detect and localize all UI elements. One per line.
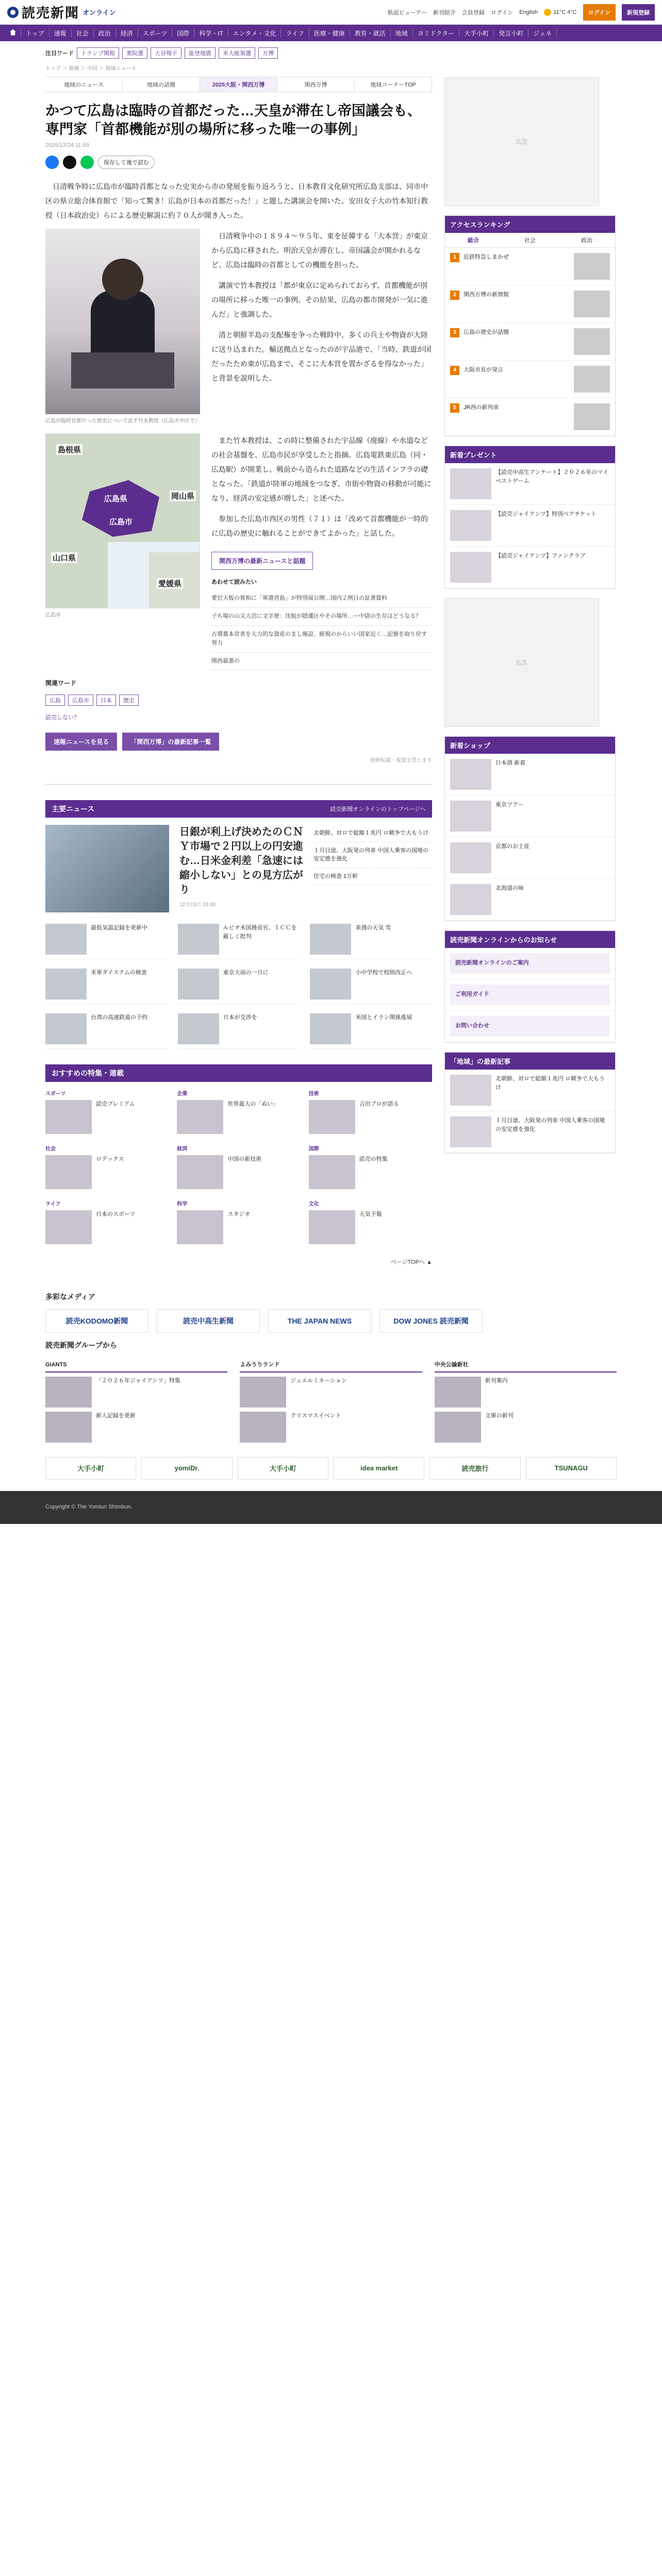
article-tag[interactable]: 歴史 (119, 694, 139, 706)
nav-item[interactable]: 国際 (172, 29, 194, 38)
shop-title: 新着ショップ (445, 737, 615, 754)
mall-logo[interactable]: yomiDr. (141, 1457, 232, 1480)
lead-image (45, 825, 169, 912)
related-item[interactable]: 関西最悪の (211, 653, 432, 671)
nav-item[interactable]: 経済 (116, 29, 138, 38)
promo-item[interactable]: ご利用ガイド (445, 979, 615, 1011)
news-thumb (310, 1013, 351, 1044)
feature-card[interactable]: 科学 スタジオ (177, 1197, 300, 1247)
nav-item[interactable]: 大手小町 (459, 29, 494, 38)
news-item[interactable]: 来週の天気 雪 (310, 920, 432, 959)
map-caption: 広島市 (45, 612, 61, 618)
map-label: 愛媛県 (157, 578, 183, 589)
site-header (0, 0, 662, 25)
shop-item[interactable]: 北海道の味 (445, 879, 615, 921)
sun-icon (544, 9, 551, 16)
footer-bottom (0, 1491, 662, 1524)
ranking-tab[interactable]: 総合 (468, 238, 479, 244)
nav-item[interactable]: ライフ (281, 29, 309, 38)
feature-thumb (45, 1100, 92, 1134)
related-heading: あわせて読みたい (211, 579, 257, 585)
regional-item[interactable]: 北朝鮮、対ロで総額１兆円 ロ戦争で大もうけ (445, 1070, 615, 1111)
weather-widget[interactable] (544, 9, 576, 16)
news-thumb (45, 969, 87, 999)
tags-label: 関連ワード (45, 680, 77, 687)
media-logos (45, 1309, 617, 1333)
news-item[interactable]: 最低気温記録を更新中 (45, 920, 168, 959)
media-logo[interactable]: 読売KODOMO新聞 (45, 1309, 148, 1333)
weather-temp: 11°C 4°C (553, 9, 577, 15)
follow-link[interactable]: 読売しない？ (45, 715, 79, 721)
breaking-news-button[interactable]: 速報ニュースを見る (45, 733, 117, 751)
footer (0, 1292, 662, 1480)
map-label: 広島市 (109, 517, 133, 527)
facebook-icon[interactable] (45, 156, 59, 169)
nav-item[interactable]: 教育・就活 (350, 29, 391, 38)
header-link-english[interactable]: English (519, 9, 538, 15)
mall-logo[interactable]: 読売旅行 (429, 1457, 520, 1480)
article-tags (45, 694, 432, 706)
group-column: GIANTS 「２０２６年ジャイアンツ」特集 新人記録を更新 (45, 1361, 227, 1447)
home-icon (10, 29, 16, 36)
news-thumb (178, 1013, 219, 1044)
news-thumb (178, 924, 219, 955)
news-item[interactable]: 北朝鮮、対ロで総額１兆円 ロ戦争で大もうけ (313, 825, 432, 842)
ranking-item[interactable]: 3 広島の歴史が話題 (445, 323, 615, 361)
register-button[interactable]: 新規登録 (622, 4, 655, 21)
x-icon[interactable] (63, 156, 76, 169)
ranking-tab[interactable]: 政治 (581, 238, 592, 244)
article-title: かつて広島は臨時の首都だった…天皇が滞在し帝国議会も、専門家「首都機能が別の場所に移った唯一の事例」 (45, 103, 421, 138)
related-expo-button[interactable]: 関西万博の最新ニュースと話題 (211, 552, 313, 570)
main-news-more-link[interactable]: 読売新聞オンラインのトップページへ (330, 806, 426, 813)
media-title: 多彩なメディア (45, 1293, 95, 1301)
ranking-item[interactable]: 2 関西万博の新情報 (445, 285, 615, 323)
main-nav (0, 25, 662, 41)
site-logo[interactable] (7, 3, 116, 22)
expo-latest-button[interactable]: 「関西万博」の最新記事一覧 (122, 733, 219, 751)
article-paragraph: また竹本教授は、この時に整備された宇品線（廃線）や水道などの社会基盤を、広島市民が享受したと指摘。広島電鉄東広島（同・広島駅）が開業し、戦前から造られた道路などの生活インフラの礎となった。「鉄道が陸軍の地域をつなぎ、市街や物資の移動が可能になり、経済の安定感が増した」と述べた。 (211, 436, 432, 502)
news-item[interactable]: ルピオ米国務長官、ＩＣＣを厳しく批判 (178, 920, 300, 959)
group-link[interactable]: 新人記録を更新 (45, 1412, 227, 1443)
news-thumb (45, 1013, 87, 1044)
header-link-login[interactable]: ログイン (490, 9, 514, 16)
feature-card[interactable]: 経済 中国の新技術 (177, 1142, 300, 1192)
map-label: 岡山県 (170, 490, 196, 501)
map-label: 島根県 (56, 444, 82, 455)
lead-side-list (313, 825, 432, 912)
article-map[interactable] (45, 433, 200, 608)
share-bar (45, 156, 432, 169)
mall-logo[interactable]: 大手小町 (238, 1457, 328, 1480)
nav-item[interactable]: トップ (21, 29, 49, 38)
ranking-item[interactable]: 1 近鉄特急しまかぜ (445, 248, 615, 285)
gift-title: 新着プレゼント (445, 446, 615, 463)
gift-item[interactable]: 【読売ジャイアンツ】特別ペアチケット (445, 505, 615, 547)
article-body (45, 179, 432, 671)
keyword-tag[interactable]: トランプ関税 (77, 47, 119, 59)
login-button[interactable]: ログイン (583, 4, 616, 21)
feature-header (45, 1064, 432, 1082)
feature-card[interactable]: 企業 世界最大の「ぬい」 (177, 1087, 300, 1137)
header-link-member[interactable]: 会員登録 (461, 9, 485, 16)
keyword-tag[interactable]: 衆院選 (122, 47, 147, 59)
article-buttons (45, 733, 432, 751)
nav-item[interactable]: ヨミドクター (413, 29, 460, 38)
news-item[interactable]: 住宅の検査 1万軒 (313, 868, 432, 886)
main-news-grid (45, 920, 432, 1049)
lead-time: 12月19日 23:40 (179, 902, 216, 908)
ranking-tab[interactable]: 社会 (524, 238, 536, 244)
mall-logos (45, 1457, 617, 1480)
feature-card[interactable]: 技術 吉田プロが語る (309, 1087, 432, 1137)
mall-logo[interactable]: TSUNAGU (526, 1457, 617, 1480)
keyword-tag[interactable]: 万博 (258, 47, 278, 59)
tab-expo[interactable]: 関西万博 (277, 77, 355, 92)
nav-item[interactable]: 科学・IT (194, 29, 228, 38)
shop-item[interactable]: 日本酒 新着 (445, 754, 615, 795)
gift-item[interactable]: 【読売中高生アンケート】２０２６年のマイベストゲーム (445, 463, 615, 505)
article-tag[interactable]: 日本 (96, 694, 116, 706)
nav-item[interactable]: 地域 (391, 29, 413, 38)
keyword-tag[interactable]: 大谷翔平 (151, 47, 181, 59)
nav-item[interactable]: 医療・健康 (309, 29, 350, 38)
news-item[interactable]: 小中学校で校則改正へ (310, 964, 432, 1004)
mall-logo[interactable]: idea market (334, 1457, 424, 1480)
header-link-viewer[interactable]: 紙面ビューアー (387, 9, 427, 16)
map-label: 山口県 (51, 552, 77, 563)
group-column: よみうりランド ジュエルミネーション クリスマスイベント (240, 1361, 422, 1447)
keyword-tag[interactable]: 能登地震 (185, 47, 216, 59)
related-list (211, 578, 432, 671)
keyword-bar (45, 41, 432, 61)
group-link[interactable]: 文庫の新刊 (435, 1412, 617, 1443)
group-link[interactable]: クリスマスイベント (240, 1412, 422, 1443)
gift-item[interactable]: 【読売ジャイアンツ】ファンクラブ (445, 547, 615, 588)
related-item[interactable]: 子ち場の山又大沼に文字使：沈航が隠遽区やその場所…ー中尉の生存はどうなる？ (211, 608, 432, 626)
tab-expo-2025[interactable]: 2025大阪・関西万博 (200, 77, 277, 92)
main-news-header (45, 800, 432, 818)
feature-card[interactable]: 文化 天気予報 (309, 1197, 432, 1247)
section-tabs (45, 77, 432, 92)
photo-caption: 広島が臨時首都だった歴史について話す竹本教授（広島市中区で） (45, 418, 200, 424)
group-link[interactable]: ジュエルミネーション (240, 1377, 422, 1408)
ranking-box (444, 215, 616, 436)
nav-item[interactable]: ジェネ (528, 29, 557, 38)
copyright-note: 無断転載・複製を禁じます (45, 756, 432, 785)
feature-card[interactable]: 国際 読売の特集 (309, 1142, 432, 1192)
nav-item[interactable]: 政治 (94, 29, 116, 38)
news-thumb (178, 969, 219, 999)
ranking-tabs (445, 233, 615, 248)
media-logo[interactable]: 読売中高生新聞 (157, 1309, 260, 1333)
article-paragraph: 日清戦争中の１８９４〜９５年、東を征韓する「大本営」が東京から広島に移された。明治天皇が滞在し、帝国議会が開かれるなど、広島は臨時の首都としての機能を担った。 (211, 231, 428, 269)
feature-card[interactable]: 社会 ロデックス (45, 1142, 169, 1192)
nav-item[interactable]: スポーツ (138, 29, 173, 38)
promo-item[interactable]: 読売新聞オンラインのご案内 (445, 948, 615, 979)
tab-local-topics[interactable]: 地域の話題 (123, 77, 200, 92)
feature-grid (45, 1087, 432, 1247)
media-logo[interactable]: DOW JONES 読売新聞 (379, 1309, 483, 1333)
feature-thumb (45, 1210, 92, 1244)
related-item[interactable]: 愛宕天板の異相に「軍港宮島」が特別展公開…国内２例目の証書資料 (211, 590, 432, 608)
news-item[interactable]: 日本が交渉を (178, 1009, 300, 1049)
ranking-item[interactable]: 4 大阪市長が発言 (445, 361, 615, 398)
article-paragraph: 清と朝鮮半島の支配権を争った戦時中、多くの兵士や物資が大陸に送り込まれた。輸送拠点となったのが宇品港で、「当時、鉄道が国だったため東が広島まで、そこに大本営を置かざるを得なかった」と背景を説明した。 (211, 330, 432, 382)
ranking-item[interactable]: 5 JR西の新列車 (445, 398, 615, 436)
news-item[interactable]: 東京大雨の一日に (178, 964, 300, 1004)
keyword-label: 注目ワード (45, 50, 74, 57)
regional-title: 「地域」の最新記事 (445, 1053, 615, 1070)
feature-thumb (309, 1210, 355, 1244)
shop-box (444, 736, 616, 921)
related-item[interactable]: 古墳墓本営者を大力的な資産のまし施設、統規のからいい国家近く…記憶を取り戻す努力 (211, 626, 432, 653)
article-paragraph: 講演で竹本教授は「都が東京に定められておらず、首都機能が別の場所に移った唯一の事例。その結果、広島の都市開発が一気に進んだ」と強調した。 (211, 281, 428, 318)
news-item[interactable]: 台湾の高速鉄道の予約 (45, 1009, 168, 1049)
nav-item[interactable]: 発言小町 (494, 29, 528, 38)
tab-local-top[interactable]: 地域コーナーTOP (355, 77, 432, 92)
keyword-tag[interactable]: 米大統領選 (219, 47, 255, 59)
regional-box (444, 1052, 616, 1154)
breadcrumb[interactable]: トップ ＞ 地域 ＞ 中国 ＞ 地域ニュース (45, 66, 136, 72)
article-paragraph: 日清戦争時に広島市が臨時首都となった史実から市の発展を振り返ろうと、日本教育文化研究所広島支部は、同市中区の県立総合体育館で「知って驚き！広島が日本の首都だった！」と題した講演会を開いた。安田女子大の竹本知行教授（日本政治史）らによる歴史解説に約７０人が聞き入った。 (45, 182, 428, 219)
line-icon[interactable] (80, 156, 94, 169)
tab-local-news[interactable]: 地域のニュース (45, 77, 123, 92)
nav-item[interactable]: エンタメ・文化 (228, 29, 282, 38)
copyright: Copyright © The Yomiuri Shimbun. (45, 1503, 133, 1510)
lead-title: 日銀が利上げ決めたのＣＮＹ市場で２円以上の円安進む…日米金利差「急速には縮小しない」との見方広がり (179, 826, 303, 896)
article-tag[interactable]: 広島市 (68, 694, 93, 706)
nav-item[interactable]: 速報 (49, 29, 72, 38)
news-thumb (310, 969, 351, 999)
article-paragraph: 参加した広島市西区の男性（７１）は「改めて首都機能が一時的に広島の歴史に触れることができてよかった」と話した。 (211, 514, 428, 537)
page-top-link[interactable]: ページTOPへ ▲ (390, 1259, 432, 1266)
feature-card[interactable]: ライフ 日本のスポーツ (45, 1197, 169, 1247)
shop-item[interactable]: 東京ツアー (445, 795, 615, 837)
promo-item[interactable]: お問い合わせ (445, 1011, 615, 1042)
map-label: 広島県 (104, 494, 128, 503)
feature-thumb (177, 1210, 223, 1244)
logo-text: 読売新聞 (22, 6, 80, 21)
feature-card[interactable]: スポーツ 読売プレミアム (45, 1087, 169, 1137)
ad-slot[interactable]: 広告 (444, 77, 599, 206)
news-item[interactable]: 米軍ダイステムの検査 (45, 964, 168, 1004)
podium (71, 352, 174, 388)
main-news-title: 主要ニュース (52, 805, 95, 814)
header-link-books[interactable]: 新刊紹介 (433, 9, 456, 16)
feature-thumb (45, 1155, 92, 1189)
feature-title: おすすめの特集・連載 (52, 1069, 124, 1078)
promo-box (444, 930, 616, 1043)
article-photo[interactable] (45, 229, 200, 414)
media-logo[interactable]: THE JAPAN NEWS (268, 1309, 371, 1333)
nav-home[interactable] (5, 29, 21, 37)
article-tag[interactable]: 広島 (45, 694, 65, 706)
promo-title: 読売新聞オンラインからのお知らせ (445, 931, 615, 948)
news-thumb (45, 924, 87, 955)
main-news-lead[interactable] (45, 818, 432, 920)
regional-item[interactable]: １月目途、大阪発の列車 中国人乗客の国境の安定感を強化 (445, 1111, 615, 1153)
sidebar (444, 41, 616, 1276)
ad-slot[interactable]: 広告 (444, 598, 599, 727)
news-item[interactable]: 米国とイラン関係進展 (310, 1009, 432, 1049)
main-column (45, 41, 432, 1276)
speaker-head (102, 259, 143, 300)
logo-sub: オンライン (82, 9, 116, 16)
nav-item[interactable]: 社会 (72, 29, 94, 38)
group-column: 中央公論新社 新刊案内 文庫の新刊 (435, 1361, 617, 1447)
header-links (388, 4, 655, 21)
news-thumb (310, 924, 351, 955)
feature-thumb (177, 1155, 223, 1189)
feature-thumb (309, 1100, 355, 1134)
feature-thumb (309, 1155, 355, 1189)
group-title: 読売新聞グループから (45, 1341, 117, 1350)
feature-thumb (177, 1100, 223, 1134)
logo-mark-icon (7, 7, 19, 18)
article-date: 2025/12/24 11:59 (45, 142, 89, 148)
save-for-later-button[interactable]: 保存して後で読む (98, 156, 155, 169)
shop-item[interactable]: 京都のお土産 (445, 837, 615, 879)
group-columns (45, 1361, 617, 1447)
mall-logo[interactable]: 大手小町 (45, 1457, 136, 1480)
group-link[interactable]: 新刊案内 (435, 1377, 617, 1408)
gift-box (444, 446, 616, 589)
ranking-title: アクセスランキング (445, 216, 615, 233)
group-link[interactable]: 「２０２６年ジャイアンツ」特集 (45, 1377, 227, 1408)
news-item[interactable]: １月目途、大阪発の列車 中国人乗客の国境の安定感を強化 (313, 842, 432, 868)
